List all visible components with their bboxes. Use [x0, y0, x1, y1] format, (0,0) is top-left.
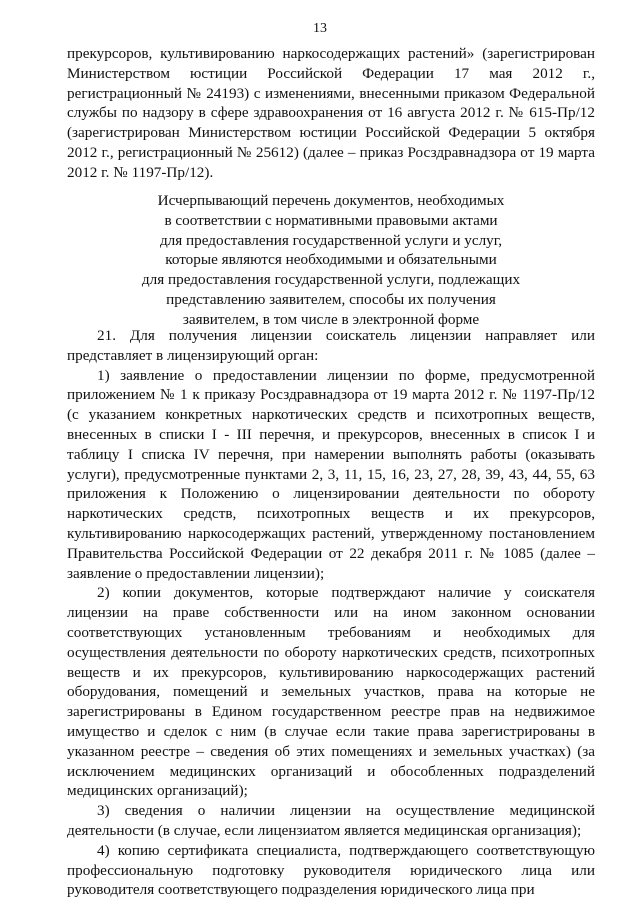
paragraph-21: 21. Для получения лицензии соискатель лицензии направляет или представляет в лицензирующий орган:: [67, 327, 595, 364]
heading-line: заявителем, в том числе в электронной форме: [182, 310, 480, 328]
heading-line: которые являются необходимыми и обязательными: [165, 251, 497, 269]
heading-line: в соответствии с нормативными правовыми актами: [164, 211, 498, 229]
item-3-paragraph: 3) сведения о наличии лицензии на осуществление медицинской деятельности (в случае, если лицензиатом является медицинская организация);: [67, 802, 595, 839]
section-heading: [67, 191, 595, 330]
item-4-paragraph: 4) копию сертификата специалиста, подтверждающего соответствующую профессиональную подготовку руководителя юридического лица или руководителя соответствующего подразделения юридического лица при: [67, 841, 595, 899]
intro-paragraph-block: [67, 44, 595, 183]
heading-line: представлению заявителем, способы их получения: [166, 290, 496, 308]
heading-line: для предоставления государственной услуги, подлежащих: [141, 271, 521, 289]
page-number: 13: [313, 21, 327, 36]
item-1-paragraph: 1) заявление о предоставлении лицензии по форме, предусмотренной приложением № 1 к приказу Росздравнадзора от 19 марта 2012 г. № 1197-Пр/12 (с указанием конкретных наркотических средств и психотропных веществ, внесенных в списки I - III перечня, и прекурсоров, внесенных в список I и таблицу I списка IV перечня, при намерении выполнять работы (оказывать услуги), предусмотренные пунктами 2, 3, 11, 15, 16, 23, 27, 28, 39, 43, 44, 55, 63 приложения к Положению о лицензировании деятельности по обороту наркотических средств, психотропных веществ и их прекурсоров, культивированию наркосодержащих растений, утвержденному постановлением Правительства Российской Федерации от 22 декабря 2011 г. № 1085 (далее – заявление о предоставлении лицензии);: [67, 366, 595, 582]
intro-paragraph: прекурсоров, культивированию наркосодержащих растений» (зарегистрирован Министерством юстиции Российской Федерации 17 мая 2012 г., регистрационный № 24193) с изменениями, внесенными приказом Федеральной службы по надзору в сфере здравоохранения от 16 августа 2012 г. № 615-Пр/12 (зарегистрирован Министерством юстиции Российской Федерации 5 октября 2012 г., регистрационный № 25612) (далее – приказ Росздравнадзора от 19 марта 2012 г. № 1197-Пр/12).: [67, 45, 595, 181]
item-2-paragraph: 2) копии документов, которые подтверждают наличие у соискателя лицензии на праве собственности или на ином законном основании соответствующих установленным требованиям и необходимых для осуществления деятельности по обороту наркотических средств, психотропных веществ и их прекурсоров, культивированию наркосодержащих растений оборудования, помещений и земельных участков, права на которые не зарегистрированы в Едином государственном реестре прав на недвижимое имущество и сделок с ним (в случае если такие права зарегистрированы в указанном реестре – сведения об этих помещениях и земельных участках) (за исключением медицинских организаций и обособленных подразделений медицинских организаций);: [67, 584, 595, 800]
heading-line: для предоставления государственной услуги и услуг,: [159, 231, 503, 249]
heading-line: Исчерпывающий перечень документов, необходимых: [157, 192, 505, 209]
document-body: [67, 326, 595, 900]
